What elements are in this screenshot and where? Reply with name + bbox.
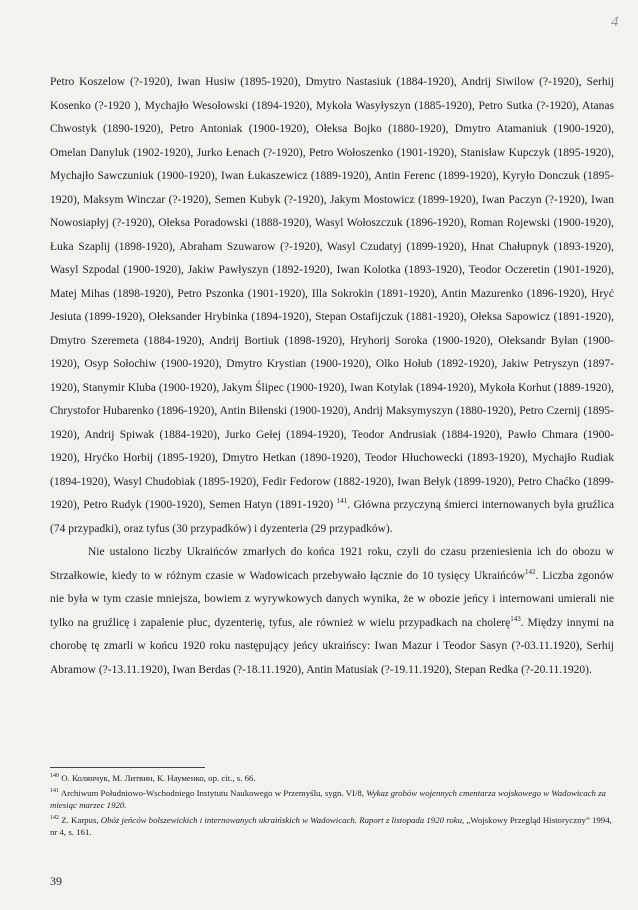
paragraph-2-part-2: . Liczba zgonów nie była w tym czasie mniejsza, bowiem z wyrywkowych danych wynika, że w obozie jeńcy i internowani umierali nie tylko na gruźlicę i zapalenie płuc, dyzenterię, tyfus, ale również w wielu przypadkach na cholerę: [50, 569, 614, 629]
footnote-title: Obóz jeńców bolszewickich i internowanych ukraińskich w Wadowicach. Raport z listopada 1920 roku,: [100, 814, 465, 825]
footnote-number: 142: [50, 814, 59, 821]
footnote-text: О. Колянчук, М. Литвин, К. Науменко, op. cit., s. 66.: [61, 773, 256, 783]
footnote-ref-141[interactable]: 141: [336, 497, 348, 506]
paragraph-2-part-1: Nie ustalono liczby Ukraińców zmarłych do końca 1921 roku, czyli do czasu przeniesienia ich do obozu w Strzałkowie, kiedy to w różnym czasie w Wadowicach przebywało łącznie do 10 tysięcy Ukraińców: [50, 546, 614, 582]
main-text: [50, 71, 614, 682]
footnote-title: Wykaz grobów wojennych cmentarza wojskowego w Wadowicach za miesiąc marzec 1920.: [50, 787, 606, 810]
footnote-separator: [50, 767, 205, 768]
footnotes: [50, 772, 614, 841]
footnote-number: 140: [50, 773, 59, 780]
footnote-140: [50, 772, 614, 785]
footnote-142: [50, 814, 614, 839]
footnote-text-tail: „Wojskowy Przegląd Historyczny” 1994, nr 4, s. 161.: [50, 814, 612, 837]
page-number: 39: [50, 874, 62, 888]
paragraph-1-text: Petro Koszelow (?-1920), Iwan Husiw (1895-1920), Dmytro Nastasiuk (1884-1920), Andrij Siwilow (?-1920), Serhij Kosenko (?-1920 ), Mychajło Wesołowski (1894-1920), Mykoła Wasyłyszyn (1885-1920), Petro Sutka (?-1920), Atanas Chwostyk (1890-1920), Petro Antoniak (1900-1920), Ołeksa Bojko (1880-1920), Dmytro Atamaniuk (1900-1920), Omelan Danyluk (1902-1920), Jurko Łenach (?-1920), Petro Wołoszenko (1901-1920), Stanisław Kupczyk (1895-1920), Mychajło Sawczuniuk (1900-1920), Iwan Łukaszewicz (1889-1920), Antin Ferenc (1899-1920), Kyryło Donczuk (1895-1920), Maksym Winczar (?-1920), Semen Kubyk (?-1920), Jakym Mostowicz (1899-1920), Iwan Paczyn (?-1920), Iwan Nowosiapłyj (?-1920), Ołeksa Poradowski (1888-1920), Wasyl Wołoszczuk (1896-1920), Roman Rojewski (1900-1920), Łuka Szaplij (1898-1920), Abraham Szuwarow (?-1920), Wasyl Czudatyj (1899-1920), Hnat Chałupnyk (1893-1920), Wasyl Szpodal (1900-1920), Jakiw Pawłyszyn (1892-1920), Iwan Kolotka (1893-1920), Teodor Oczeretin (1901-1920), Matej Mihas (1898-1920), Petro Pszonka (1901-1920), Illa Sokrokin (1891-1920), Antin Mazurenko (1896-1920), Hryć Jesiuta (1899-1920), Ołeksander Hrybinka (1894-1920), Stepan Ostafijczuk (1881-1920), Ołeksa Sapowicz (1891-1920), Dmytro Szeremeta (1884-1920), Andrij Bortiuk (1898-1920), Hryhorij Soroka (1900-1920), Ołeksandr Byłan (1900-1920), Osyp Sołochiw (1900-1920), Dmytro Krystian (1900-1920), Olko Hołub (1892-1920), Jakiw Petryszyn (1897-1920), Stanymir Kluba (1900-1920), Jakym Ślipec (1900-1920), Iwan Kotylak (1894-1920), Mykoła Korhut (1889-1920), Chrystofor Hubarenko (1896-1920), Antin Biłenski (1900-1920), Andrij Maksymyszyn (1880-1920), Petro Czernij (1895-1920), Andrij Spiwak (1884-1920), Jurko Gełej (1894-1920), Teodor Andrusiak (1884-1920), Pawło Chmara (1900-1920), Hryćko Horbij (1895-1920), Dmytro Hetkan (1890-1920), Teodor Hłuchowecki (1893-1920), Mychajło Rudiak (1894-1920), Wasyl Chudobiak (1895-1920), Fedir Fedorow (1882-1920), Iwan Bełyk (1899-1920), Petro Chaćko (1899-1920), Petro Rudyk (1900-1920), Semen Hatyn (1891-1920): [50, 76, 614, 511]
footnote-number: 141: [50, 787, 59, 794]
paragraph-2: [50, 541, 614, 682]
footnote-text: Z. Karpus,: [61, 814, 101, 825]
corner-handwritten-mark: 4: [611, 14, 619, 30]
paragraph-1: [50, 71, 614, 541]
paragraph-1-after: . Główna przyczyną śmierci internowanych była gruźlica (74 przypadki), oraz tyfus (30 przypadków) i dyzenteria (29 przypadków).: [50, 499, 614, 535]
footnote-text: Archiwum Południowo-Wschodniego Instytutu Naukowego w Przemyślu, sygn. VI/8,: [60, 787, 367, 798]
footnote-ref-143[interactable]: 143: [510, 614, 521, 623]
footnote-141: [50, 787, 614, 812]
paragraph-2-part-3: . Między innymi na chorobę tę zmarli w końcu 1920 roku następujący jeńcy ukraińscy: Iwan Mazur i Teodor Sasyn (?-03.11.1920), Serhij Abramow (?-13.11.1920), Iwan Berdas (?-18.11.1920), Antin Matusiak (?-19.11.1920), Stepan Redka (?-20.11.1920).: [50, 616, 614, 676]
footnote-ref-142[interactable]: 142: [525, 567, 536, 576]
